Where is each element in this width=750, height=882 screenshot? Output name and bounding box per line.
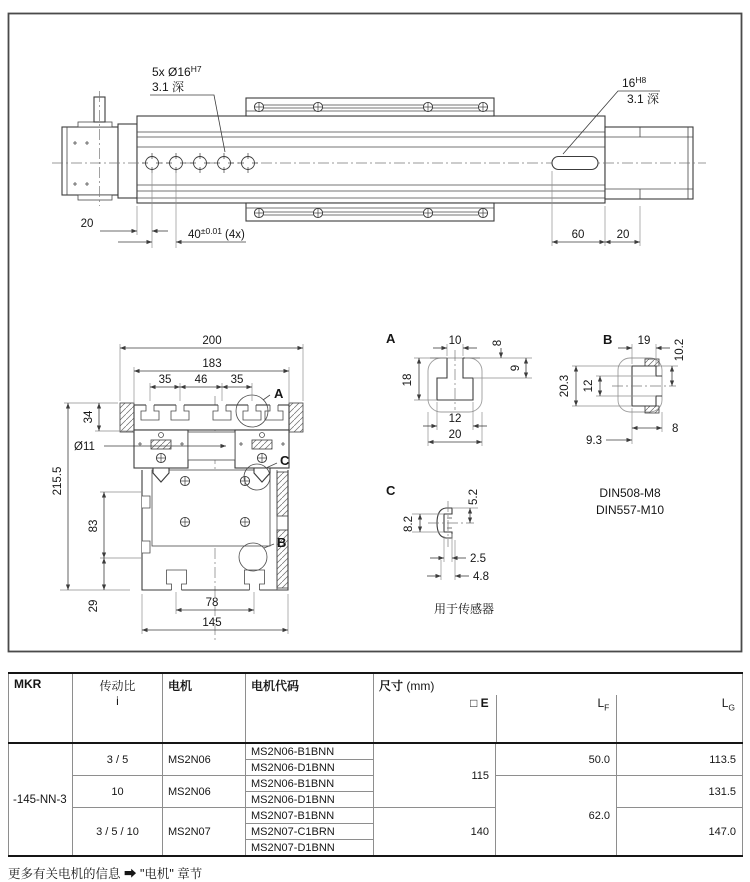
rail-body [137,116,605,203]
din-note-2: DIN557-M10 [595,503,665,517]
dim-mid-height-label: 83 [88,519,100,533]
motor-code-cell: MS2N06-D1BNN [246,760,374,776]
motor-code-cell: MS2N06-B1BNN [246,776,374,792]
motor-code-cell: MS2N07-D1BNN [246,840,374,857]
dim-slot-pitch-left-label: 35 [158,374,172,386]
callout-c-label: C [280,453,290,468]
ratio-cell: 3 / 5 / 10 [73,808,163,857]
dim-lf-cell: 50.0 [496,743,617,776]
motor-code-cell: MS2N07-B1BNN [246,808,374,824]
holes-callout-depth: 3.1 深 [152,80,185,94]
detail-c-note: 用于传感器 [433,602,495,616]
col-header-motor: 电机 [163,673,246,743]
callout-a-label: A [274,386,284,401]
detail-b-label: B [603,332,613,347]
dim-hole-pitch-label: $40^{\pm 0.01}$ (4x) [188,226,245,241]
col-header-lf: $L_F$ [496,695,617,742]
detail-b-dim-bottom: 8 [672,423,679,435]
dim-e-cell: 140 [374,808,496,857]
dim-right-offset-label: 20 [616,229,630,241]
dim-slot-pitch-right-label: 35 [230,374,244,386]
col-header-dimensions [374,673,743,743]
callout-b-label: B [277,535,287,550]
dim-plate-height-label: 34 [83,410,95,424]
motor-cell: MS2N07 [163,808,246,857]
detail-c-label: C [386,483,396,498]
dim-bore-label: Ø11 [74,441,95,453]
footer-note: 更多有关电机的信息 ➡ "电机" 章节 [8,867,203,882]
detail-a-dim-lip-depth: 8 [492,339,504,347]
detail-c-dim-mouth: 2.5 [470,553,486,565]
detail-b-dim-left: 20.3 [559,374,571,398]
detail-c-dim-top: 5.2 [468,489,480,505]
mkr-value-cell: -145-NN-3 [9,743,73,856]
detail-a-dim-opening-width: 10 [448,335,462,347]
dim-width-outer-label: 200 [202,335,222,347]
dim-lg-cell: 113.5 [617,743,743,776]
dim-slot-offset-label: 60 [571,229,585,241]
detail-b-dim-right: 10.2 [674,338,686,362]
detail-b-dim-top: 19 [637,335,651,347]
detail-c-dim-left: 8.2 [403,516,415,532]
dimensions-group-title: 尺寸 (mm) [379,679,435,693]
dim-lg-cell: 131.5 [617,776,743,808]
table-row [9,743,743,760]
slot-callout-label: $16^{H8}$ [622,75,647,90]
dim-width-inner-label: 183 [202,358,222,370]
dim-e-cell: 115 [374,743,496,808]
dim-lf-cell: 62.0 [496,776,617,857]
motor-code-cell: MS2N07-C1BRN [246,824,374,840]
col-header-mkr: MKR [9,673,73,743]
top-plate [120,403,303,432]
detail-a-dim-cavity-depth: 9 [510,364,522,372]
locating-slot [552,157,598,170]
ratio-cell: 10 [73,776,163,808]
dim-slot-pitch-center-label: 46 [194,374,208,386]
din-note-1: DIN508-M8 [599,486,661,500]
dim-base-slot-pitch-label: 78 [205,597,219,609]
holes-callout-label: 5x $Ø16^{H7}$ [152,64,202,79]
table-row [9,808,743,824]
slot-callout-depth: 3.1 深 [627,92,660,106]
col-header-e: □ E [470,696,489,710]
detail-a-dim-total-depth: 18 [402,373,414,387]
detail-a-dim-outer-width: 20 [448,429,462,441]
detail-a-dim-cavity-width: 12 [448,413,462,425]
ratio-header-line1: 传动比 [99,679,136,693]
col-header-lg: $L_G$ [616,695,742,742]
dim-base-width-label: 145 [202,617,222,629]
dim-total-height-label: 215.5 [52,466,64,496]
motor-cell: MS2N06 [163,743,246,776]
dim-left-offset-label: 20 [80,218,94,230]
motor-code-cell: MS2N06-B1BNN [246,743,374,760]
motor-cell: MS2N06 [163,776,246,808]
square-symbol: □ [470,696,478,710]
detail-c-dim-slot: 4.8 [473,571,489,583]
dim-bottom-height-label: 29 [88,599,100,613]
detail-b-dim-inner: 12 [583,379,595,393]
detail-b-dim-bottom-left: 9.3 [586,435,602,447]
col-header-ratio [73,673,163,743]
detail-a-label: A [386,331,396,346]
ratio-header-line2: i [116,694,119,708]
motor-code-cell: MS2N06-D1BNN [246,792,374,808]
motor-table-wrapper [8,672,742,857]
dim-lg-cell: 147.0 [617,808,743,857]
ratio-cell: 3 / 5 [73,743,163,776]
motor-table [8,672,743,857]
col-header-motor-code: 电机代码 [246,673,374,743]
